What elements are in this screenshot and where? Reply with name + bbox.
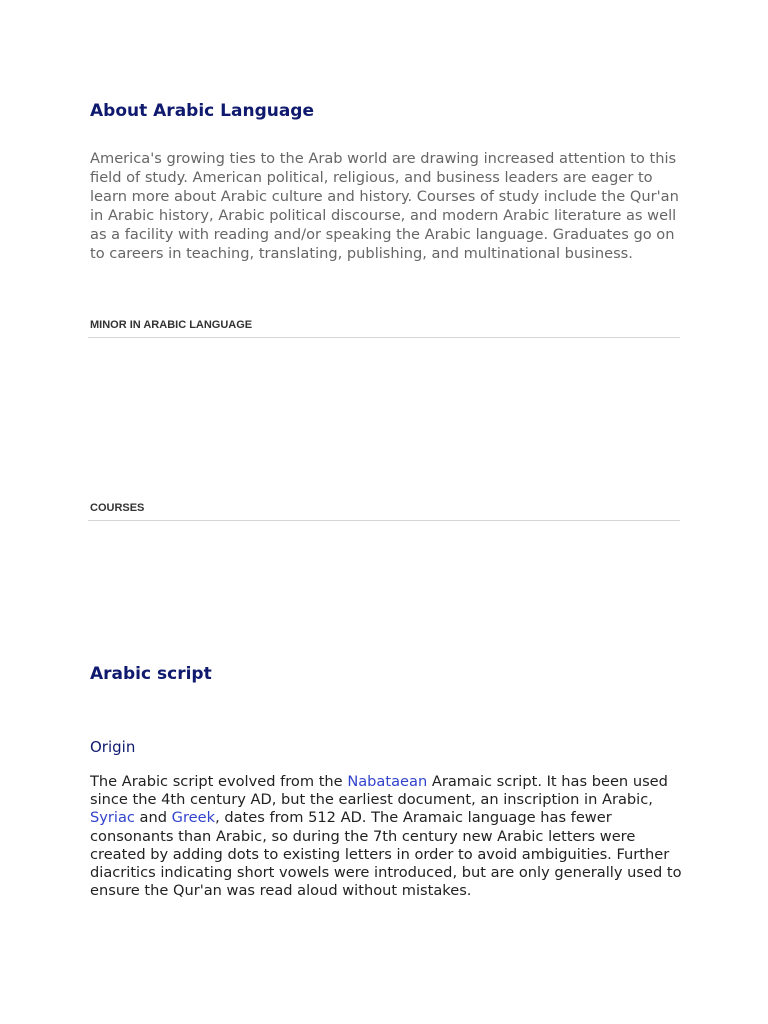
arabic-script-title: Arabic script (90, 664, 212, 684)
greek-link[interactable]: Greek (171, 809, 216, 827)
origin-heading: Origin (90, 738, 136, 756)
origin-text-part1: The Arabic script evolved from the (90, 773, 348, 790)
minor-section-divider (88, 337, 680, 338)
origin-text-part2: Aramaic script. It has been used since the 4th century AD, but the earliest document, an inscription in Arabic, (90, 773, 668, 809)
courses-section-divider (88, 520, 680, 521)
origin-text-part3: and (134, 809, 172, 827)
origin-text-part4: , dates from 512 AD. The Aramaic language has fewer consonants than Arabic, so during the 7th century new Arabic letters were created by adding dots to existing letters in order to avoid ambiguities. Further diacritics indicating short vowels were introduced, but are only generally used to ensure the Qur'an was read aloud without mistakes. (90, 809, 682, 900)
nabataean-link[interactable]: Nabataean (347, 773, 428, 790)
courses-section-label: COURSES (90, 502, 145, 514)
minor-section-label: MINOR IN ARABIC LANGUAGE (90, 319, 253, 331)
syriac-link[interactable]: Syriac (90, 809, 135, 827)
about-arabic-language-title: About Arabic Language (90, 101, 315, 121)
about-intro-paragraph: America's growing ties to the Arab world are drawing increased attention to this field of study. American political, religious, and business leaders are eager to learn more about Arabic culture and history. Courses of study include the Qur'an in Arabic history, Arabic political discourse, and modern Arabic literature as well as a facility with reading and/or speaking the Arabic language. Graduates go on to careers in teaching, translating, publishing, and multinational business. (90, 150, 679, 262)
origin-paragraph (90, 773, 690, 900)
